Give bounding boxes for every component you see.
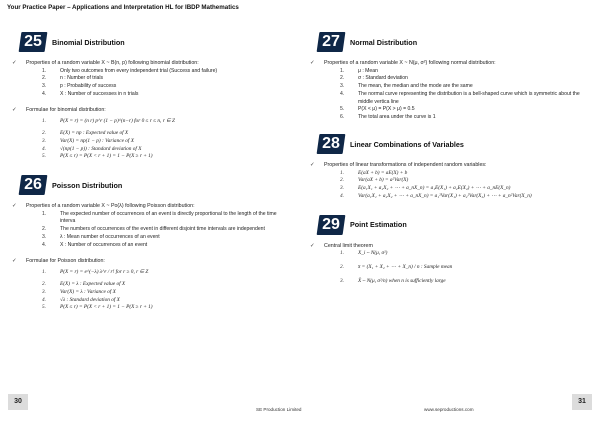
left-column xyxy=(12,30,282,312)
section-title: Linear Combinations of Variables xyxy=(350,139,464,149)
list-item: 3. The mean, the median and the mode are the same xyxy=(340,83,473,90)
bullet-point: ✓ Properties of a random variable X ~ B(n, p) following binomial distribution: xyxy=(12,60,199,66)
numbered-list xyxy=(340,250,580,285)
page-header: Your Practice Paper – Applications and Interpretation HL for IBDP Mathematics xyxy=(7,4,239,11)
section-number-badge: 29 xyxy=(318,215,344,235)
formula-list xyxy=(42,269,282,312)
list-item: 1. P(X = r) = e^(−λ) λ^r / r! for r ≥ 0, r ∈ Z xyxy=(42,269,149,276)
section-number-badge: 26 xyxy=(20,175,46,195)
website-text: www.seproductions.com xyxy=(424,407,474,412)
bullet-point: ✓ Properties of a random variable X ~ Po(λ) following Poisson distribution: xyxy=(12,203,195,210)
formula-list xyxy=(42,118,282,161)
list-item: 3. λ : Mean number of occurrences of an event xyxy=(42,234,160,241)
bullet-point: ✓ Central limit theorem xyxy=(310,242,373,249)
bullet-point: ✓ Formulae for binomial distribution: xyxy=(12,106,106,113)
section-title: Point Estimation xyxy=(350,220,407,230)
list-item: 1. μ : Mean xyxy=(340,67,378,74)
bullet-point: ✓ Properties of a random variable X ~ N(μ, σ²) following normal distribution: xyxy=(310,60,496,66)
bullet-point: ✓ Properties of linear transformations of independent random variables: xyxy=(310,162,487,169)
list-item: 4. √(np(1 − p)) : Standard deviation of X xyxy=(42,145,142,152)
list-item: 4. The normal curve representing the distribution is a bell-shaped curve which is symmetric about the middle vertica line xyxy=(340,90,580,105)
section-28-heading xyxy=(310,132,580,156)
check-icon: ✓ xyxy=(12,60,17,66)
list-item: 2. The numbers of occurrences of the event in different disjoint time intervals are independent xyxy=(42,226,265,233)
list-item: 4. Var(a₁X₁ + a₂X₂ + ⋯ + a_nX_n) = a₁²Var(X₁) + a₂²Var(X₂) + ⋯ + a_n²Var(X_n) xyxy=(340,192,532,199)
list-item: 2. σ : Standard deviation xyxy=(340,75,408,82)
list-item: 3. Var(X) = λ : Variance of X xyxy=(42,288,116,295)
list-item: 2. x̄ = (X₁ + X₂ + ⋯ + X_n) / n : Sample mean xyxy=(340,264,453,271)
list-item: 3. E(a₁X₁ + a₂X₂ + ⋯ + a_nX_n) = a₁E(X₁) + a₂E(X₂) + ⋯ + a_nE(X_n) xyxy=(340,185,511,192)
list-item: 1. X_i ~ N(μ, σ²) xyxy=(340,250,388,257)
section-number-badge: 27 xyxy=(318,32,344,52)
list-item: 3. Var(X) = np(1 − p) : Variance of X xyxy=(42,137,134,144)
list-item: 1. P(X = r) = (n r) p^r (1 − p)^(n−r) for 0 ≤ r ≤ n, r ∈ Z xyxy=(42,118,175,125)
numbered-list xyxy=(42,68,282,99)
section-title: Poisson Distribution xyxy=(52,180,123,190)
numbered-list xyxy=(42,211,282,250)
list-item: 2. n : Number of trials xyxy=(42,75,104,82)
section-title: Binomial Distribution xyxy=(52,37,125,47)
list-item: 2. E(X) = λ : Expected value of X xyxy=(42,280,126,287)
list-item: 3. p : Probability of success xyxy=(42,83,117,90)
list-item: 5. P(X < μ) = P(X > μ) = 0.5 xyxy=(340,106,415,113)
section-number-badge: 28 xyxy=(318,134,344,154)
publisher-text: SE Production Limited xyxy=(256,407,302,412)
list-item: 4. X : Number of occurrences of an event xyxy=(42,241,148,248)
check-icon: ✓ xyxy=(310,60,315,66)
list-item: 1. E(aX + b) = aE(X) + b xyxy=(340,169,408,176)
section-29-heading xyxy=(310,213,580,237)
list-item: 5. P(X ≤ r) = P(X < r + 1) = 1 − P(X ≥ r + 1) xyxy=(42,304,153,311)
list-item: 1. Only two outcomes from every independent trial (Success and failure) xyxy=(42,67,218,74)
list-item: 4. √λ : Standard deviation of X xyxy=(42,296,120,303)
check-icon: ✓ xyxy=(310,242,315,249)
list-item: 2. E(X) = np : Expected value of X xyxy=(42,129,129,136)
section-26-heading xyxy=(12,173,282,197)
list-item: 4. X : Number of successes in n trials xyxy=(42,90,139,97)
list-item: 3. X̄ ~ N(μ, σ²/n) when n is sufficiently large xyxy=(340,277,446,284)
page-number-left: 30 xyxy=(8,394,28,410)
check-icon: ✓ xyxy=(310,162,315,169)
check-icon: ✓ xyxy=(12,203,17,210)
section-title: Normal Distribution xyxy=(350,37,418,47)
numbered-list xyxy=(340,68,580,123)
list-item: 6. The total area under the curve is 1 xyxy=(340,114,436,121)
numbered-list xyxy=(340,170,580,201)
page-number-right: 31 xyxy=(572,394,592,410)
check-icon: ✓ xyxy=(12,106,17,113)
section-25-heading xyxy=(12,30,282,54)
check-icon: ✓ xyxy=(12,257,17,264)
list-item: 2. Var(aX + b) = a²Var(X) xyxy=(340,177,409,184)
right-column xyxy=(310,30,580,286)
section-27-heading xyxy=(310,30,580,54)
section-number-badge: 25 xyxy=(20,32,46,52)
bullet-point: ✓ Formulae for Poisson distribution: xyxy=(12,257,105,264)
list-item: 1. The expected number of occurrences of an event is directly proportional to the length of the time interva xyxy=(42,210,277,225)
list-item: 5. P(X ≤ r) = P(X < r + 1) = 1 − P(X ≥ r + 1) xyxy=(42,153,153,160)
